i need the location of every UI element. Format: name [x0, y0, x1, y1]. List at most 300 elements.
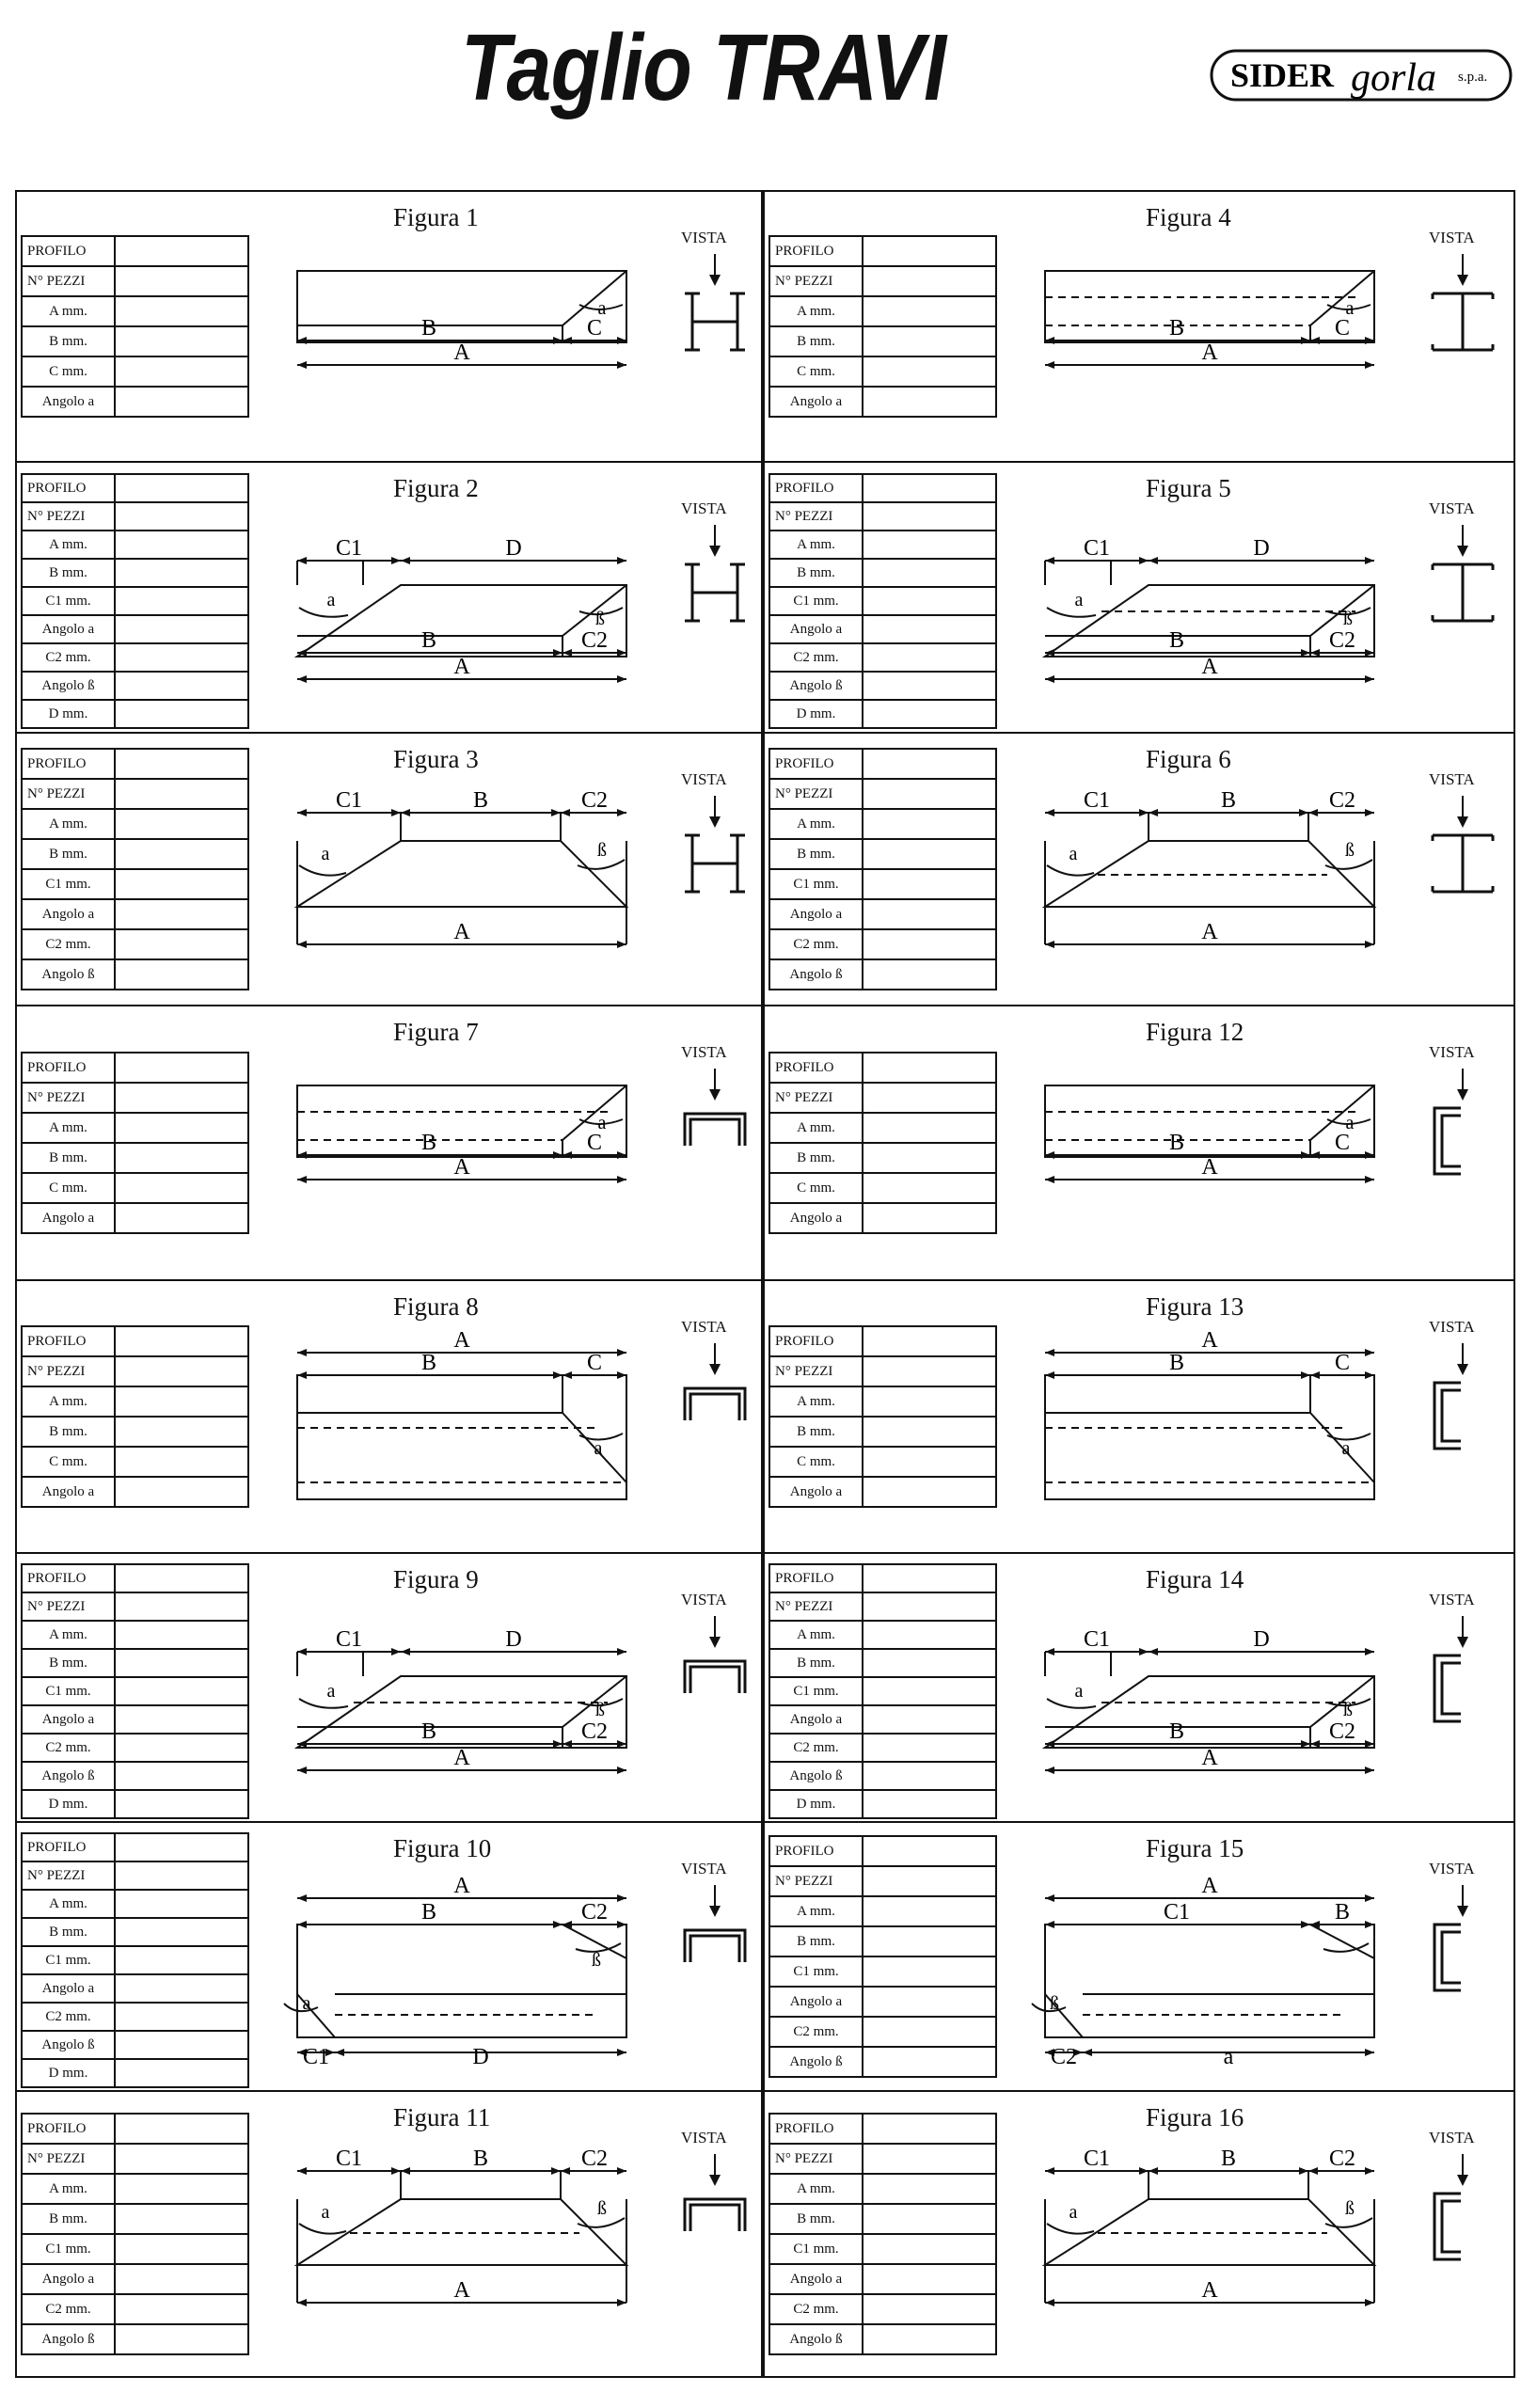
- field-value-input[interactable]: [863, 1987, 996, 2017]
- field-label: C1 mm.: [769, 1677, 863, 1705]
- figure-panel: [763, 1821, 1515, 2092]
- field-value-input[interactable]: [863, 356, 996, 387]
- field-row: [22, 1621, 248, 1649]
- field-value-input[interactable]: [115, 1890, 248, 1918]
- dim-label-d: a: [1223, 2045, 1234, 2069]
- field-row: [22, 2234, 248, 2264]
- field-value-input[interactable]: [863, 1386, 996, 1417]
- field-row: [22, 266, 248, 296]
- field-table: [21, 2113, 249, 2355]
- field-value-input[interactable]: [115, 1053, 248, 1083]
- field-row: [769, 1734, 996, 1762]
- field-value-input[interactable]: [863, 929, 996, 959]
- view-arrow-icon: [709, 525, 721, 557]
- field-row: [769, 356, 996, 387]
- angle-label-a: a: [326, 590, 336, 610]
- dim-label-b: B: [1168, 316, 1185, 341]
- figure-panel: [763, 1552, 1515, 1823]
- field-value-input[interactable]: [863, 1866, 996, 1896]
- field-row: [769, 1677, 996, 1705]
- field-value-input[interactable]: [863, 959, 996, 990]
- field-value-input[interactable]: [115, 1477, 248, 1507]
- field-value-input[interactable]: [863, 1447, 996, 1477]
- field-label: Angolo a: [769, 2264, 863, 2294]
- field-value-input[interactable]: [863, 1896, 996, 1926]
- field-row: [769, 2144, 996, 2174]
- field-value-input[interactable]: [115, 2324, 248, 2354]
- field-value-input[interactable]: [863, 1649, 996, 1677]
- field-row: [769, 2294, 996, 2324]
- cut-diagram: [278, 1057, 636, 1259]
- field-value-input[interactable]: [115, 474, 248, 502]
- field-value-input[interactable]: [115, 1861, 248, 1890]
- field-row: [769, 1621, 996, 1649]
- field-value-input[interactable]: [115, 1417, 248, 1447]
- field-label: B mm.: [769, 2204, 863, 2234]
- field-label: N° PEZZI: [22, 266, 115, 296]
- field-label: D mm.: [769, 1790, 863, 1818]
- dim-label-a: A: [453, 1155, 470, 1180]
- field-label: Angolo a: [769, 1987, 863, 2017]
- field-value-input[interactable]: [863, 779, 996, 809]
- field-value-input[interactable]: [863, 559, 996, 587]
- view-arrow-icon: [1457, 1885, 1468, 1917]
- field-value-input[interactable]: [863, 1326, 996, 1356]
- field-value-input[interactable]: [115, 1592, 248, 1621]
- field-row: [22, 869, 248, 899]
- angle-b-arc: [1323, 1943, 1369, 1952]
- field-value-input[interactable]: [863, 672, 996, 700]
- field-value-input[interactable]: [863, 1734, 996, 1762]
- angle-label-a: a: [302, 1993, 311, 2014]
- dim-label-c1: C1: [1083, 2147, 1111, 2171]
- field-value-input[interactable]: [863, 839, 996, 869]
- cut-diagram: [1026, 2143, 1384, 2344]
- vista-label: VISTA: [681, 1591, 727, 1608]
- cut-line: [1310, 1925, 1374, 1958]
- cut-diagram: [278, 784, 636, 986]
- field-value-input[interactable]: [115, 2031, 248, 2059]
- field-value-input[interactable]: [863, 1762, 996, 1790]
- field-value-input[interactable]: [115, 587, 248, 615]
- field-value-input[interactable]: [115, 2144, 248, 2174]
- field-value-input[interactable]: [115, 1918, 248, 1946]
- field-value-input[interactable]: [863, 531, 996, 559]
- field-value-input[interactable]: [863, 2204, 996, 2234]
- field-value-input[interactable]: [115, 779, 248, 809]
- vista-label: VISTA: [1429, 229, 1475, 246]
- field-value-input[interactable]: [115, 643, 248, 672]
- field-value-input[interactable]: [863, 1083, 996, 1113]
- dim-label-b: B: [472, 2147, 489, 2171]
- angle-label-b: ß: [597, 2198, 607, 2219]
- field-value-input[interactable]: [115, 1762, 248, 1790]
- field-value-input[interactable]: [863, 387, 996, 417]
- field-row: [769, 1926, 996, 1956]
- field-row: [769, 1564, 996, 1592]
- dim-label-a: A: [453, 1332, 470, 1353]
- profile-section-icon: [685, 564, 745, 621]
- field-value-input[interactable]: [863, 2324, 996, 2354]
- cut-diagram: [278, 1332, 636, 1533]
- field-value-input[interactable]: [115, 959, 248, 990]
- field-row: [769, 899, 996, 929]
- dim-label-c: C: [1334, 316, 1351, 341]
- dim-label-c2: C2: [1328, 2147, 1356, 2171]
- field-label: C mm.: [769, 1173, 863, 1203]
- field-value-input[interactable]: [863, 1173, 996, 1203]
- angle-a-arc: [299, 1699, 348, 1708]
- field-value-input[interactable]: [863, 2017, 996, 2047]
- logo-brand: SIDER: [1230, 56, 1335, 94]
- field-value-input[interactable]: [115, 2234, 248, 2264]
- field-value-input[interactable]: [863, 1621, 996, 1649]
- field-label: A mm.: [22, 1621, 115, 1649]
- view-arrow-icon: [1457, 2154, 1468, 2186]
- field-value-input[interactable]: [115, 615, 248, 643]
- figure-title: Figura 1: [393, 203, 479, 231]
- figure-title: Figura 5: [1146, 474, 1231, 502]
- field-value-input[interactable]: [115, 1677, 248, 1705]
- field-value-input[interactable]: [863, 1053, 996, 1083]
- field-value-input[interactable]: [863, 1356, 996, 1386]
- field-value-input[interactable]: [115, 2059, 248, 2087]
- field-value-input[interactable]: [863, 2174, 996, 2204]
- beam-outline: [1045, 1925, 1374, 2037]
- field-value-input[interactable]: [115, 700, 248, 728]
- field-table: [21, 235, 249, 418]
- field-table: [768, 748, 997, 990]
- field-value-input[interactable]: [115, 749, 248, 779]
- dim-label-b: B: [1168, 628, 1185, 653]
- field-value-input[interactable]: [115, 2174, 248, 2204]
- field-label: N° PEZZI: [22, 1861, 115, 1890]
- field-table: [768, 1563, 997, 1819]
- field-label: Angolo a: [769, 387, 863, 417]
- field-value-input[interactable]: [863, 587, 996, 615]
- field-value-input[interactable]: [115, 839, 248, 869]
- beam-outline: [297, 1676, 626, 1748]
- cut-diagram: [1026, 514, 1384, 715]
- field-value-input[interactable]: [863, 1836, 996, 1866]
- field-value-input[interactable]: [115, 531, 248, 559]
- beam-outline: [297, 271, 626, 342]
- cut-diagram: [278, 1605, 636, 1806]
- field-row: [22, 1946, 248, 1974]
- view-arrow-icon: [1457, 1069, 1468, 1101]
- field-value-input[interactable]: [115, 2204, 248, 2234]
- figure-title: Figura 3: [393, 745, 479, 773]
- field-label: A mm.: [22, 2174, 115, 2204]
- field-value-input[interactable]: [863, 749, 996, 779]
- field-value-input[interactable]: [863, 2144, 996, 2174]
- view-arrow-icon: [709, 1616, 721, 1648]
- field-row: [769, 839, 996, 869]
- field-table: [768, 1325, 997, 1508]
- field-row: [769, 326, 996, 356]
- field-table: [768, 235, 997, 418]
- field-value-input[interactable]: [863, 643, 996, 672]
- field-value-input[interactable]: [863, 1705, 996, 1734]
- field-value-input[interactable]: [863, 1926, 996, 1956]
- field-value-input[interactable]: [863, 1113, 996, 1143]
- field-row: [22, 474, 248, 502]
- field-row: [22, 2264, 248, 2294]
- field-label: B mm.: [769, 326, 863, 356]
- cut-diagram: [1026, 1874, 1384, 2075]
- field-value-input[interactable]: [863, 1677, 996, 1705]
- dim-label-c1: C1: [335, 1627, 363, 1652]
- field-label: Angolo ß: [22, 2324, 115, 2354]
- field-label: A mm.: [22, 296, 115, 326]
- field-value-input[interactable]: [115, 356, 248, 387]
- field-value-input[interactable]: [115, 1649, 248, 1677]
- profile-section-icon: [685, 1930, 745, 1962]
- angle-label-a: a: [1345, 1113, 1355, 1133]
- figure-panel: [15, 732, 763, 1006]
- angle-label-a: a: [1074, 590, 1084, 610]
- field-value-input[interactable]: [863, 1143, 996, 1173]
- field-row: [22, 1790, 248, 1818]
- field-value-input[interactable]: [115, 1705, 248, 1734]
- angle-a-arc: [299, 608, 348, 617]
- field-label: C2 mm.: [769, 2294, 863, 2324]
- field-label: Angolo a: [769, 1203, 863, 1233]
- field-row: [22, 2174, 248, 2204]
- field-label: A mm.: [769, 1113, 863, 1143]
- field-value-input[interactable]: [863, 502, 996, 531]
- field-value-input[interactable]: [863, 296, 996, 326]
- field-row: [769, 1356, 996, 1386]
- field-value-input[interactable]: [115, 236, 248, 266]
- field-row: [769, 2017, 996, 2047]
- angle-a-arc: [1047, 865, 1094, 876]
- dim-label-a: A: [453, 920, 470, 944]
- field-label: N° PEZZI: [769, 779, 863, 809]
- dim-label-c2: C2: [580, 1900, 609, 1925]
- dim-label-c2: C2: [1328, 1719, 1356, 1744]
- view-arrow-icon: [1457, 796, 1468, 828]
- field-value-input[interactable]: [863, 869, 996, 899]
- field-row: [22, 587, 248, 615]
- field-value-input[interactable]: [863, 899, 996, 929]
- field-value-input[interactable]: [115, 1143, 248, 1173]
- dim-label-a: A: [1201, 2278, 1218, 2303]
- field-value-input[interactable]: [115, 672, 248, 700]
- field-value-input[interactable]: [115, 2264, 248, 2294]
- profile-section-icon: [685, 1114, 745, 1146]
- dim-label-c2: C2: [580, 2147, 609, 2171]
- dim-label-b: B: [1168, 1719, 1185, 1744]
- field-value-input[interactable]: [115, 559, 248, 587]
- field-label: Angolo a: [22, 1974, 115, 2003]
- field-value-input[interactable]: [863, 1477, 996, 1507]
- dim-label-d: D: [505, 536, 522, 561]
- figure-title: Figura 4: [1146, 203, 1231, 231]
- field-value-input[interactable]: [115, 1833, 248, 1861]
- vista-label: VISTA: [1429, 1591, 1475, 1608]
- view-arrow-icon: [709, 1069, 721, 1101]
- field-value-input[interactable]: [115, 1326, 248, 1356]
- field-value-input[interactable]: [863, 474, 996, 502]
- dim-label-c: C: [586, 1351, 603, 1375]
- field-value-input[interactable]: [863, 2047, 996, 2077]
- field-label: B mm.: [769, 1417, 863, 1447]
- figure-panel: [15, 461, 763, 734]
- field-value-input[interactable]: [863, 326, 996, 356]
- field-row: [22, 1113, 248, 1143]
- beam-outline: [1045, 1085, 1374, 1157]
- field-row: [769, 2204, 996, 2234]
- field-value-input[interactable]: [863, 2264, 996, 2294]
- dim-label-b: B: [472, 788, 489, 813]
- field-label: C mm.: [769, 1447, 863, 1477]
- field-value-input[interactable]: [115, 1564, 248, 1592]
- field-value-input[interactable]: [115, 1356, 248, 1386]
- figure-title: Figura 7: [393, 1018, 479, 1046]
- field-row: [769, 2174, 996, 2204]
- field-row: [22, 2294, 248, 2324]
- field-value-input[interactable]: [863, 2294, 996, 2324]
- field-table: [21, 1832, 249, 2088]
- field-label: PROFILO: [22, 474, 115, 502]
- angle-label-b: ß: [595, 609, 605, 629]
- vista-label: VISTA: [1429, 499, 1475, 517]
- field-value-input[interactable]: [115, 1203, 248, 1233]
- field-row: [769, 1477, 996, 1507]
- field-value-input[interactable]: [115, 502, 248, 531]
- field-value-input[interactable]: [115, 1946, 248, 1974]
- field-value-input[interactable]: [115, 1386, 248, 1417]
- field-value-input[interactable]: [115, 2114, 248, 2144]
- field-value-input[interactable]: [863, 1417, 996, 1447]
- field-row: [22, 1203, 248, 1233]
- field-row: [769, 959, 996, 990]
- angle-label-a: a: [1345, 298, 1355, 319]
- field-label: C1 mm.: [769, 869, 863, 899]
- field-row: [22, 296, 248, 326]
- field-value-input[interactable]: [863, 236, 996, 266]
- field-value-input[interactable]: [863, 266, 996, 296]
- field-value-input[interactable]: [115, 1734, 248, 1762]
- field-value-input[interactable]: [863, 1956, 996, 1987]
- field-value-input[interactable]: [863, 615, 996, 643]
- dim-label-a: A: [1201, 1155, 1218, 1180]
- field-label: C1 mm.: [769, 2234, 863, 2264]
- field-label: Angolo ß: [769, 2047, 863, 2077]
- cut-diagram: [278, 1874, 636, 2075]
- field-value-input[interactable]: [115, 2294, 248, 2324]
- field-row: [22, 809, 248, 839]
- figure-title: Figura 12: [1146, 1018, 1244, 1046]
- view-arrow-icon: [1457, 1343, 1468, 1375]
- field-value-input[interactable]: [115, 1790, 248, 1818]
- field-label: N° PEZZI: [22, 1592, 115, 1621]
- dim-label-a: A: [453, 655, 470, 679]
- dim-label-c: C: [1334, 1131, 1351, 1155]
- field-label: Angolo ß: [22, 2031, 115, 2059]
- field-label: B mm.: [22, 1143, 115, 1173]
- figure-panel: [15, 1279, 763, 1554]
- field-row: [22, 1734, 248, 1762]
- field-label: PROFILO: [769, 749, 863, 779]
- field-value-input[interactable]: [863, 2234, 996, 2264]
- field-value-input[interactable]: [115, 326, 248, 356]
- field-label: Angolo ß: [769, 959, 863, 990]
- field-value-input[interactable]: [115, 809, 248, 839]
- field-label: Angolo a: [769, 1477, 863, 1507]
- field-label: C2 mm.: [769, 1734, 863, 1762]
- field-value-input[interactable]: [115, 1974, 248, 2003]
- field-label: N° PEZZI: [22, 779, 115, 809]
- field-value-input[interactable]: [115, 929, 248, 959]
- angle-label-b: ß: [1345, 840, 1355, 861]
- field-value-input[interactable]: [115, 387, 248, 417]
- field-row: [22, 502, 248, 531]
- figure-panel: [763, 2090, 1515, 2378]
- field-row: [769, 1705, 996, 1734]
- field-row: [769, 2047, 996, 2077]
- figure-title: Figura 14: [1146, 1565, 1244, 1593]
- field-label: A mm.: [769, 531, 863, 559]
- field-value-input[interactable]: [115, 899, 248, 929]
- field-value-input[interactable]: [115, 1447, 248, 1477]
- angle-a-arc: [299, 865, 346, 876]
- field-row: [769, 2114, 996, 2144]
- field-value-input[interactable]: [115, 1621, 248, 1649]
- field-label: A mm.: [769, 2174, 863, 2204]
- dim-label-d: D: [472, 2045, 489, 2069]
- figure-title: Figura 2: [393, 474, 479, 502]
- field-value-input[interactable]: [115, 296, 248, 326]
- field-value-input[interactable]: [863, 1592, 996, 1621]
- field-table: [768, 1835, 997, 2078]
- field-value-input[interactable]: [115, 266, 248, 296]
- field-label: N° PEZZI: [769, 1592, 863, 1621]
- field-row: [22, 2114, 248, 2144]
- field-label: N° PEZZI: [769, 502, 863, 531]
- field-value-input[interactable]: [115, 869, 248, 899]
- field-value-input[interactable]: [115, 1113, 248, 1143]
- field-label: A mm.: [22, 1113, 115, 1143]
- dim-label-c1: C1: [1083, 788, 1111, 813]
- field-row: [769, 2264, 996, 2294]
- field-row: [22, 1326, 248, 1356]
- field-value-input[interactable]: [863, 1790, 996, 1818]
- dim-label-c: C: [1334, 1351, 1351, 1375]
- field-value-input[interactable]: [863, 809, 996, 839]
- dim-label-d: D: [1253, 1627, 1270, 1652]
- figure-panel: [763, 732, 1515, 1006]
- field-value-input[interactable]: [115, 1173, 248, 1203]
- field-value-input[interactable]: [863, 1203, 996, 1233]
- cut-diagram: [278, 2143, 636, 2344]
- field-value-input[interactable]: [863, 700, 996, 728]
- field-value-input[interactable]: [115, 1083, 248, 1113]
- view-arrow-icon: [709, 1885, 721, 1917]
- field-row: [22, 1143, 248, 1173]
- field-value-input[interactable]: [115, 2003, 248, 2031]
- field-row: [22, 1447, 248, 1477]
- dim-label-c2: C2: [580, 628, 609, 653]
- field-value-input[interactable]: [863, 2114, 996, 2144]
- dim-label-b: B: [420, 628, 437, 653]
- field-value-input[interactable]: [863, 1564, 996, 1592]
- view-arrow-icon: [1457, 525, 1468, 557]
- field-row: [22, 1592, 248, 1621]
- field-label: A mm.: [22, 1890, 115, 1918]
- field-row: [769, 643, 996, 672]
